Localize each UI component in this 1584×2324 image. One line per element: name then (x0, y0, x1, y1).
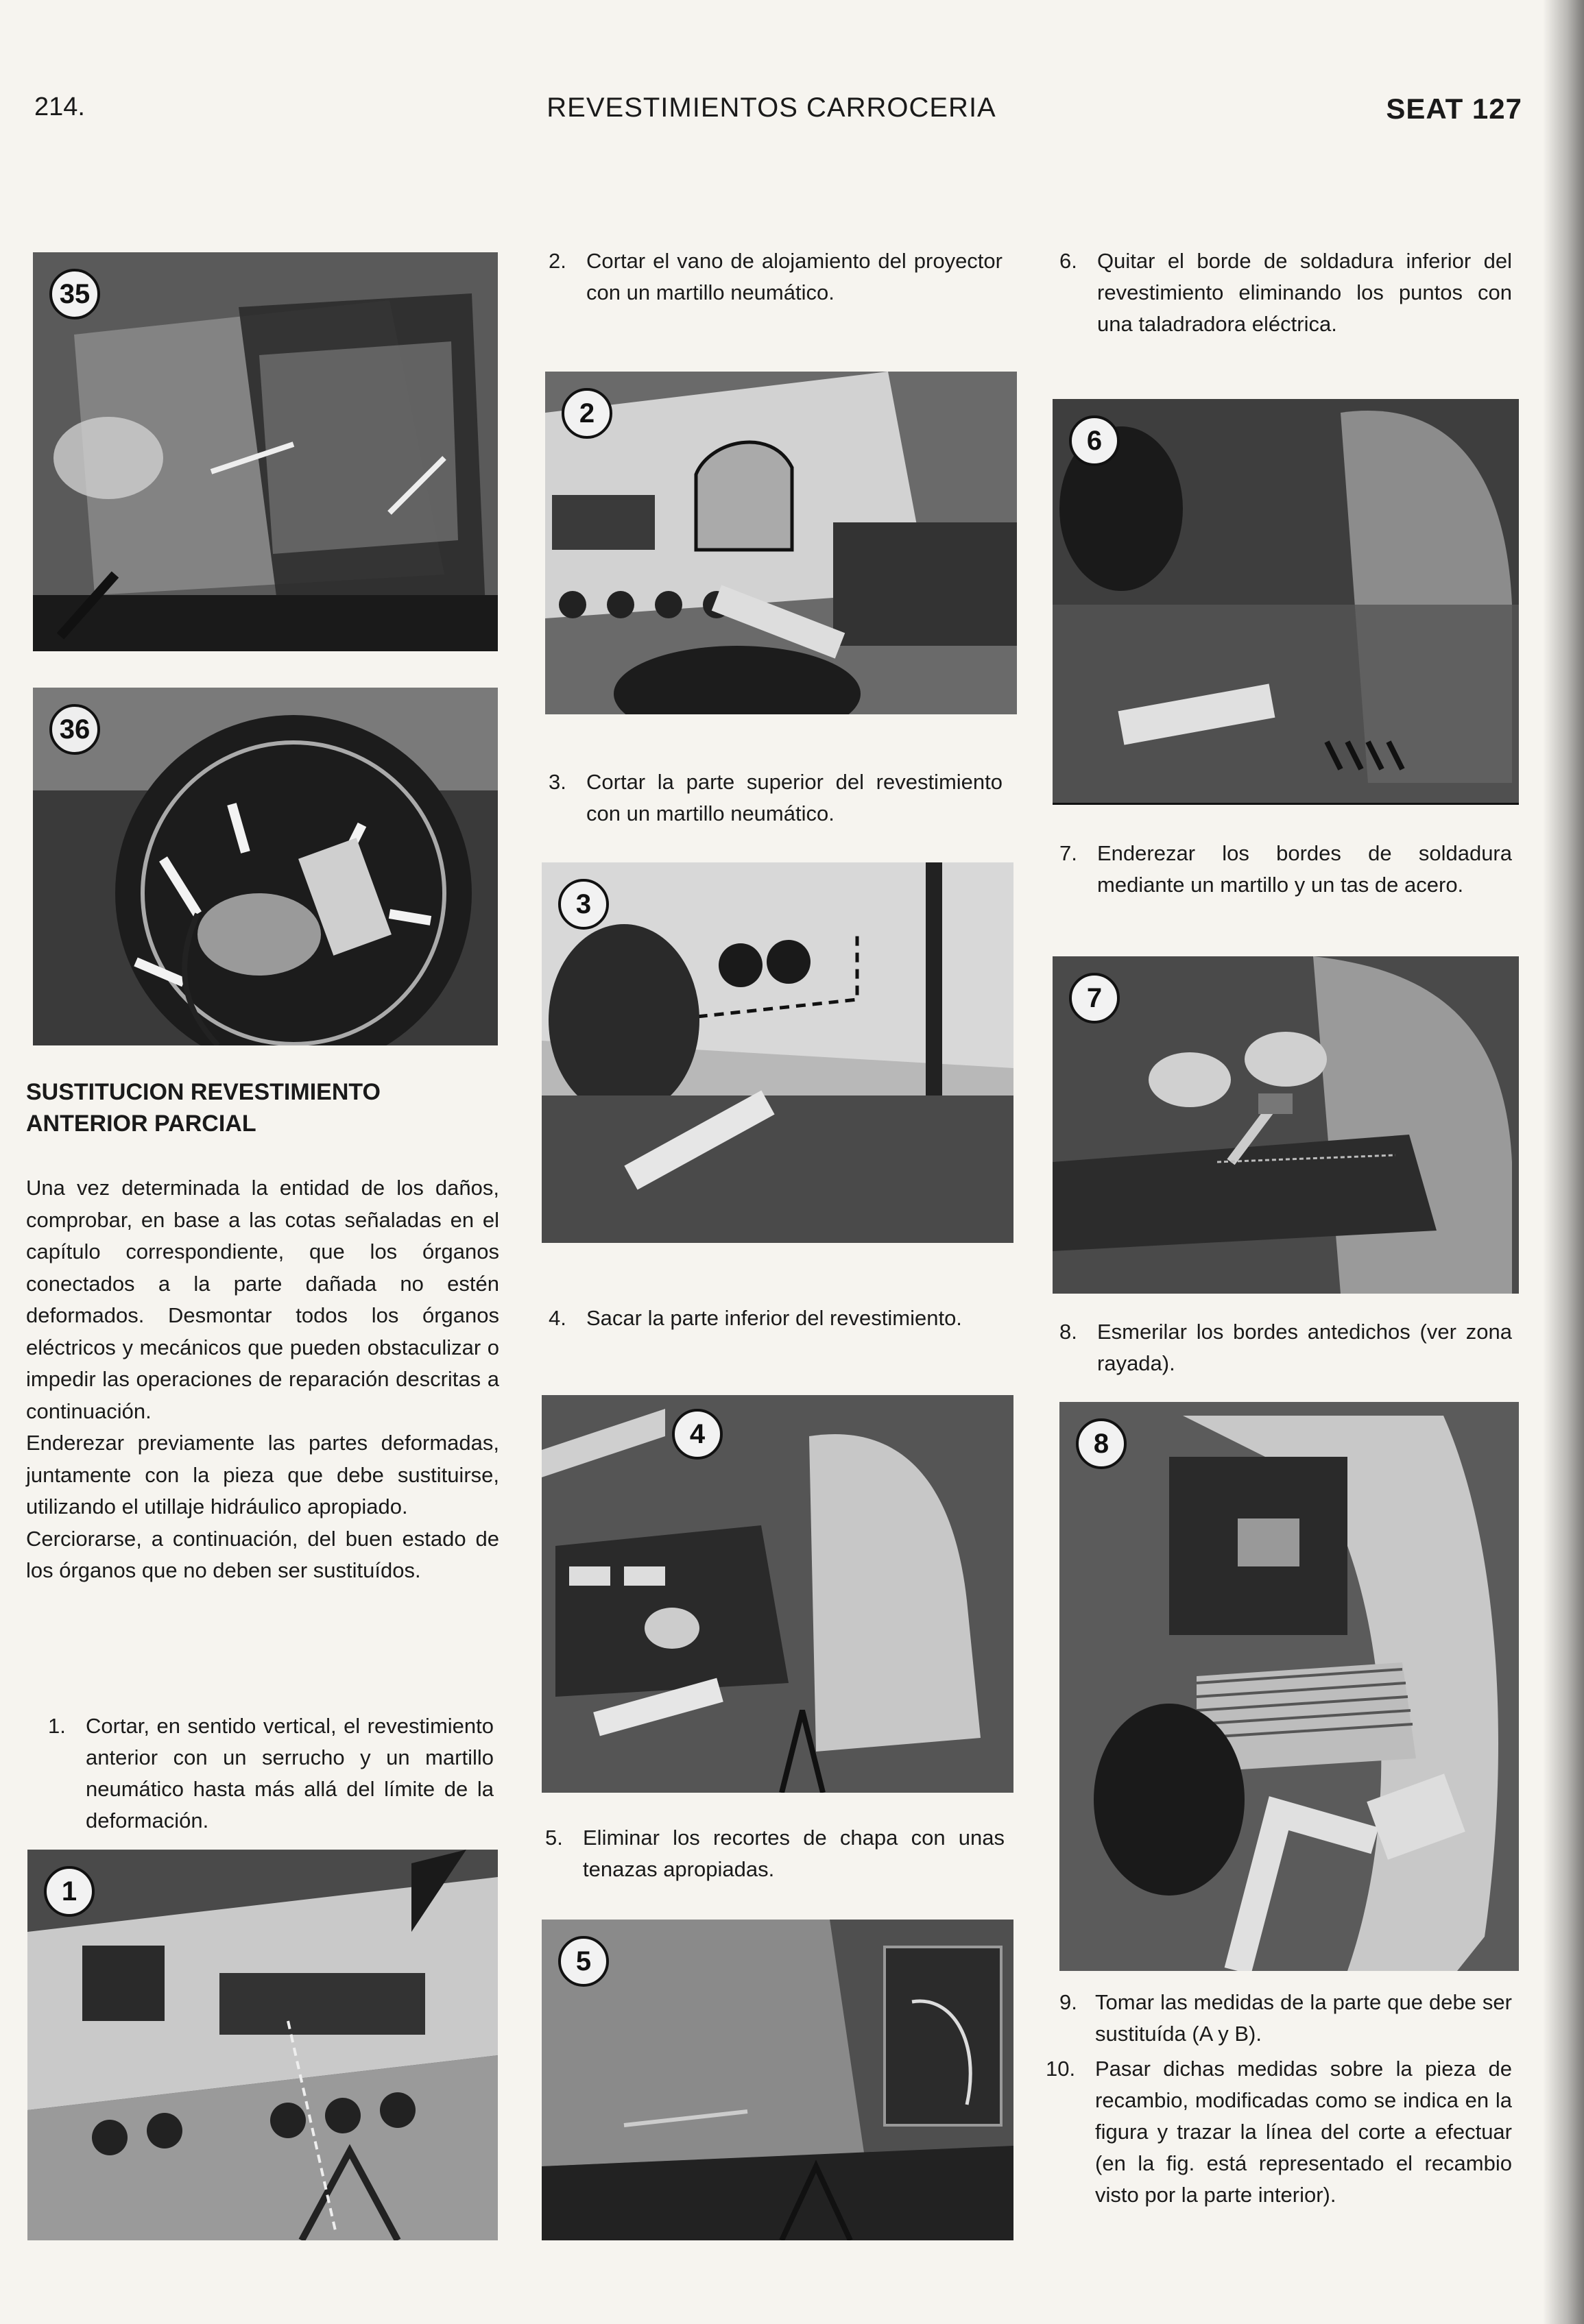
step-9 (1053, 1987, 1512, 2050)
step-2-number: 2. (549, 249, 566, 273)
figure-4-badge: 4 (672, 1409, 723, 1460)
step-7 (1059, 838, 1512, 901)
step-2 (549, 245, 1003, 308)
binding-shadow (1543, 0, 1584, 2324)
step-10 (1046, 2053, 1512, 2211)
page-title: REVESTIMIENTOS CARROCERIA (547, 93, 996, 123)
step-8 (1059, 1316, 1512, 1379)
step-6-number: 6. (1059, 249, 1077, 273)
step-5-text: Eliminar los recortes de chapa con unas tenazas apropiadas. (583, 1826, 1005, 1881)
figure-35-badge: 35 (49, 269, 100, 319)
step-5 (545, 1822, 1005, 1885)
step-1 (48, 1710, 494, 1837)
step-4-text: Sacar la parte inferior del revestimiento. (586, 1306, 962, 1330)
figure-8-badge: 8 (1076, 1418, 1127, 1469)
step-3-text: Cortar la parte superior del revestimiento con un martillo neumático. (586, 770, 1003, 825)
step-3 (549, 766, 1003, 830)
paragraph-3: Cerciorarse, a continuación, del buen estado de los órganos que no deben ser sustituídos. (26, 1526, 499, 1582)
step-8-text: Esmerilar los bordes antedichos (ver zona rayada). (1097, 1320, 1512, 1375)
figure-2-badge: 2 (562, 388, 612, 439)
figure-7-badge: 7 (1069, 973, 1120, 1024)
page-header (0, 93, 1543, 134)
step-9-number: 9. (1059, 1990, 1077, 2014)
figure-3-photo (542, 862, 1013, 1243)
brand-label: SEAT 127 (1386, 93, 1522, 125)
figure-2-photo (545, 372, 1017, 714)
figure-6-badge: 6 (1069, 415, 1120, 466)
figure-5-photo (542, 1920, 1013, 2240)
step-1-text: Cortar, en sentido vertical, el revestimiento anterior con un serrucho y un martillo neumático hasta más allá del límite de la deformación. (86, 1714, 494, 1832)
figure-7-photo (1053, 956, 1519, 1294)
step-10-number: 10. (1046, 2057, 1076, 2081)
figure-4-photo (542, 1395, 1013, 1793)
figure-8-photo (1059, 1402, 1519, 1971)
section-body (26, 1172, 499, 1587)
paragraph-2: Enderezar previamente las partes deformadas, juntamente con la pieza que debe sustituirse, utilizando el utillaje hidráulico apropiado. (26, 1431, 499, 1518)
step-4-number: 4. (549, 1306, 566, 1330)
step-7-number: 7. (1059, 841, 1077, 865)
figure-1-badge: 1 (44, 1866, 95, 1917)
figure-1-photo (27, 1850, 498, 2240)
step-9-text: Tomar las medidas de la parte que debe ser sustituída (A y B). (1095, 1990, 1512, 2046)
section-title: SUSTITUCION REVESTIMIENTO ANTERIOR PARCIAL (26, 1079, 381, 1137)
step-7-text: Enderezar los bordes de soldadura mediante un martillo y un tas de acero. (1097, 841, 1512, 897)
figure-6-photo (1053, 399, 1519, 805)
step-10-text: Pasar dichas medidas sobre la pieza de recambio, modificadas como se indica en la figura y trazar la línea del corte a efectuar (en la fig. está representado el recambio visto por la parte interior). (1095, 2057, 1512, 2207)
step-2-text: Cortar el vano de alojamiento del proyector con un martillo neumático. (586, 249, 1003, 304)
step-6 (1059, 245, 1512, 340)
figure-5-badge: 5 (558, 1936, 609, 1987)
figure-36-badge: 36 (49, 704, 100, 755)
step-6-text: Quitar el borde de soldadura inferior del revestimiento eliminando los puntos con una taladradora eléctrica. (1097, 249, 1512, 336)
page-number: 214. (34, 93, 85, 121)
step-1-number: 1. (48, 1714, 66, 1738)
paragraph-1: Una vez determinada la entidad de los daños, comprobar, en base a las cotas señaladas en el capítulo correspondiente, que los órganos conectados a la parte dañada no estén deformados. Desmontar todos los órganos eléctricos y mecánicos que pueden obstaculizar o impedir las operaciones de reparación descritas a continuación. (26, 1176, 499, 1423)
step-4 (549, 1303, 1003, 1334)
figure-3-badge: 3 (558, 879, 609, 930)
figure-35-photo (33, 252, 498, 651)
step-8-number: 8. (1059, 1320, 1077, 1344)
figure-36-photo (33, 688, 498, 1045)
step-5-number: 5. (545, 1826, 563, 1850)
step-3-number: 3. (549, 770, 566, 794)
